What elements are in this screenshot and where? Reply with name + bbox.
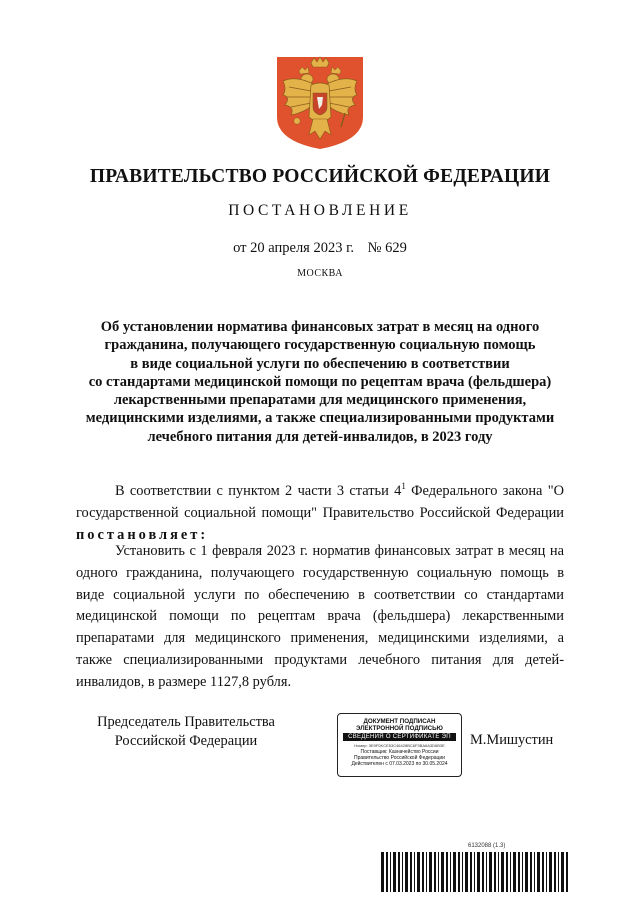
preamble-paragraph (76, 481, 564, 546)
barcode-bar (530, 852, 532, 892)
barcode-bar (441, 852, 444, 892)
document-city: МОСКВА (297, 268, 343, 279)
stamp-owner: Правительство Российской Федерации (354, 755, 445, 761)
barcode-bar (398, 852, 400, 892)
barcode-bar (426, 852, 427, 892)
document-code: 6132088 (1.3) (468, 843, 506, 849)
barcode-bar (393, 852, 396, 892)
barcode-bar (486, 852, 487, 892)
barcode-icon (381, 852, 569, 892)
barcode-bar (410, 852, 412, 892)
barcode-bar (458, 852, 460, 892)
barcode-bar (462, 852, 463, 892)
barcode-bar (422, 852, 424, 892)
barcode-bar (506, 852, 508, 892)
barcode-bar (489, 852, 492, 892)
signer-position (76, 713, 296, 751)
document-heading (60, 318, 580, 446)
coat-of-arms-icon (275, 55, 365, 151)
barcode-bar (381, 852, 384, 892)
barcode-bar (438, 852, 439, 892)
decree-word: постановляет: (76, 526, 209, 543)
barcode-bar (474, 852, 475, 892)
barcode-bar (554, 852, 556, 892)
stamp-certificate-bar: СВЕДЕНИЯ О СЕРТИФИКАТЕ ЭП (343, 733, 456, 741)
barcode-bar (537, 852, 540, 892)
stamp-validity: Действителен с 07.03.2023 по 30.05.2024 (351, 761, 448, 767)
barcode-bar (522, 852, 523, 892)
article-superscript: 1 (401, 481, 406, 492)
issuer-title: ПРАВИТЕЛЬСТВО РОССИЙСКОЙ ФЕДЕРАЦИИ (89, 166, 551, 187)
document-type: ПОСТАНОВЛЕНИЕ (228, 202, 412, 219)
stamp-line: ДОКУМЕНТ ПОДПИСАН (363, 718, 436, 725)
electronic-signature-stamp (337, 713, 462, 777)
document-date: от 20 апреля 2023 г. (233, 240, 355, 256)
barcode-bar (546, 852, 547, 892)
barcode-bar (465, 852, 468, 892)
heading-line: в виде социальной услуги по обеспечению в соответствии (130, 355, 510, 372)
barcode-bar (402, 852, 403, 892)
barcode-bar (494, 852, 496, 892)
barcode-bar (453, 852, 456, 892)
date-number-line (0, 240, 640, 257)
barcode-bar (549, 852, 552, 892)
decree-text: Установить с 1 февраля 2023 г. норматив финансовых затрат в месяц на одного гражданина, получающего государственную социальную помощь в виде социальной услуги по обеспечению в соответствии со стандартами медицинской помощи по рецептам врача (фельдшера) лекарственными препаратами для медицинского применения, медицинскими изделиями, а также специализированными продуктами лечебного питания для детей-инвалидов, в размере 1127,8 рубля. (76, 543, 564, 690)
barcode-bar (558, 852, 559, 892)
signer-position-line: Российской Федерации (114, 733, 258, 749)
barcode-bar (477, 852, 480, 892)
barcode-bar (390, 852, 391, 892)
stamp-cert-number: Номер: 3E9F0KCE53C46428BC6F3BA6A3D6B3E (354, 743, 445, 748)
heading-line: гражданина, получающего государственную социальную помощь (104, 337, 536, 354)
barcode-bar (417, 852, 420, 892)
barcode-bar (510, 852, 511, 892)
barcode-bar (501, 852, 504, 892)
heading-line: медицинскими изделиями, а также специализированными продуктами (85, 410, 555, 427)
decree-paragraph (76, 541, 564, 694)
signer-name: М.Мишустин (470, 732, 554, 748)
heading-line: Об установлении норматива финансовых затрат в месяц на одного (100, 319, 540, 335)
barcode-bar (534, 852, 535, 892)
barcode-bar (561, 852, 564, 892)
barcode-bar (470, 852, 472, 892)
barcode-bar (498, 852, 499, 892)
barcode-bar (434, 852, 436, 892)
barcode-bar (525, 852, 528, 892)
barcode-bar (446, 852, 448, 892)
preamble-text-cont: Федерального закона "О государственной социальной помощи" Правительство Российской Федерации (76, 483, 564, 521)
heading-line: лекарственными препаратами для медицинского применения, (113, 392, 527, 409)
barcode-bar (513, 852, 516, 892)
barcode-bar (482, 852, 484, 892)
barcode-bar (429, 852, 432, 892)
preamble-text: В соответствии с пунктом 2 части 3 статьи 4 (115, 483, 402, 499)
barcode-bar (566, 852, 568, 892)
signer-position-line: Председатель Правительства (97, 714, 275, 730)
stamp-owner-label: Поставщик: Казначейство России (360, 749, 439, 755)
heading-line: лечебного питания для детей-инвалидов, в 2023 году (147, 428, 493, 445)
barcode-bar (405, 852, 408, 892)
barcode-bar (518, 852, 520, 892)
stamp-line: ЭЛЕКТРОННОЙ ПОДПИСЬЮ (356, 725, 443, 732)
heading-line: со стандартами медицинской помощи по рецептам врача (фельдшера) (88, 373, 552, 390)
document-number: № 629 (367, 240, 407, 256)
barcode-bar (386, 852, 388, 892)
barcode-bar (542, 852, 544, 892)
barcode-bar (450, 852, 451, 892)
barcode-bar (414, 852, 415, 892)
